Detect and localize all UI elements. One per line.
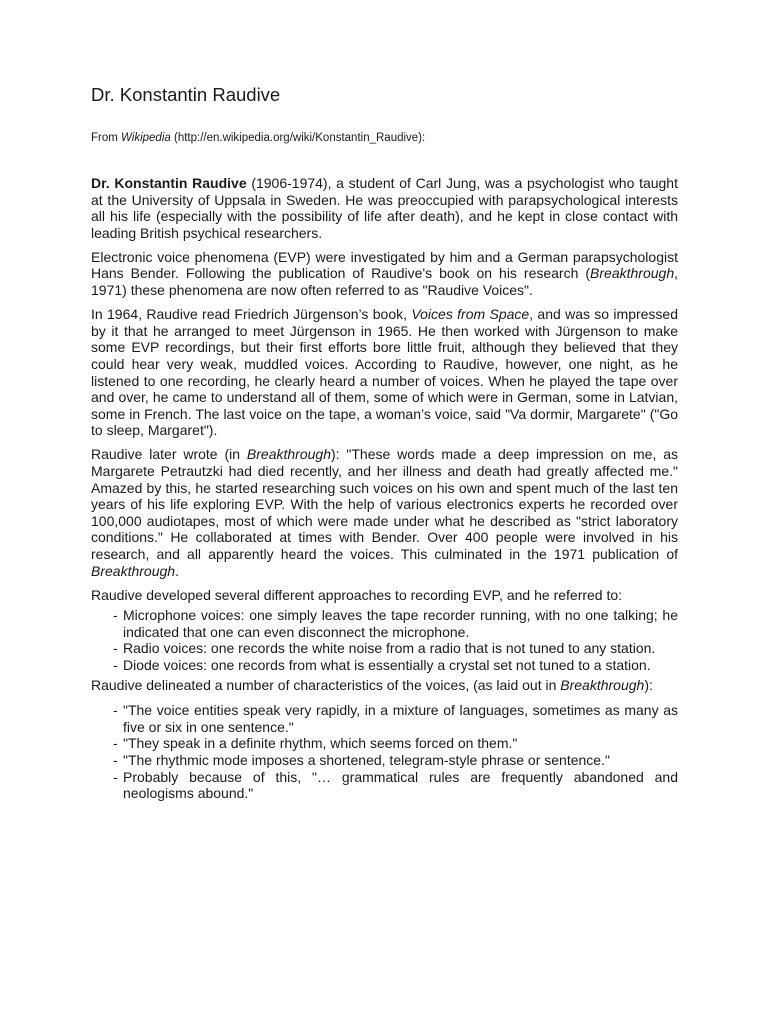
intro-paragraph [91, 175, 678, 241]
book-title: Breakthrough [560, 676, 645, 693]
list-item: - Microphone voices: one simply leaves the tape recorder running, with no one talking; he indicated that one can even disconnect the microphone. [91, 607, 678, 640]
characteristics-text-a: Raudive delineated a number of characteristics of the voices, (as laid out in [91, 676, 561, 693]
jurgenson-paragraph [91, 306, 678, 439]
list-item: - "The rhythmic mode imposes a shortened, telegram-style phrase or sentence." [91, 752, 678, 769]
document-page [91, 82, 678, 805]
source-site: Wikipedia [121, 132, 171, 144]
research-paragraph [91, 446, 678, 579]
approaches-intro: Raudive developed several different approaches to recording EVP, and he referred to: [91, 586, 623, 603]
jurgenson-text-b: , and was so impressed by it that he arranged to meet Jürgenson in 1965. He then worked with Jürgenson to make some EVP recordings, but their first efforts bore little fruit, although they believed that they could hear very weak, muddled voices. According to Raudive, however, one night, as he listened to one recording, he clearly heard a number of voices. When he played the tape over and over, he came to understand all of them, some of which were in German, some in Latvian, some in French. The last voice on the tape, a woman’s voice, said "Va dormir, Margarete" ("Go to sleep, Margaret"). [91, 306, 679, 439]
intro-text: (1906-1974), a student of Carl Jung, was a psychologist who taught at the University of Uppsala in Sweden. He was preoccupied with parapsychological interests all his life (especially with the possibility of life after death), and he kept in close contact with leading British psychical researchers. [91, 175, 678, 241]
subject-name: Dr. Konstantin Raudive [91, 175, 247, 191]
research-text-c: . [175, 562, 179, 579]
list-item: - "The voice entities speak very rapidly, in a mixture of languages, sometimes as many as five or six in one sentence." [91, 702, 678, 735]
characteristics-text-b: ): [644, 676, 653, 693]
source-prefix: From [91, 132, 122, 144]
page-title: Dr. Konstantin Raudive [91, 84, 281, 105]
book-title: Breakthrough [590, 265, 675, 282]
research-text-b: ): "These words made a deep impression on me, as Margarete Petrautzki had died recently, and her illness and death had greatly affected me." Amazed by this, he started researching such voices on his own and spent much of the last ten years of his life exploring EVP. With the help of various electronics experts he recorded over 100,000 audiotapes, most of which were made under what he described as "strict laboratory conditions." He collaborated at times with Bender. Over 400 people were involved in his research, and all apparently heard the voices. This culminated in the 1971 publication of [91, 446, 679, 562]
book-title: Breakthrough [246, 446, 331, 463]
book-title: Voices from Space [411, 306, 530, 323]
evp-paragraph [91, 249, 678, 299]
characteristics-intro [91, 677, 678, 694]
list-item: - Diode voices: one records from what is essentially a crystal set not tuned to a station. [91, 657, 678, 674]
list-item: - Radio voices: one records the white noise from a radio that is not tuned to any station. [91, 640, 678, 657]
source-line [91, 130, 678, 146]
source-url: (http://en.wikipedia.org/wiki/Konstantin_Raudive): [170, 132, 426, 144]
jurgenson-text-a: In 1964, Raudive read Friedrich Jürgenson’s book, [91, 306, 412, 323]
book-title: Breakthrough [91, 562, 176, 579]
list-item: - Probably because of this, "… grammatical rules are frequently abandoned and neologisms abound." [91, 769, 678, 802]
evp-text-b: , 1971) these phenomena are now often referred to as "Raudive Voices". [91, 265, 678, 299]
characteristics-list [91, 702, 678, 802]
approaches-list [91, 607, 678, 673]
evp-text-a: Electronic voice phenomena (EVP) were investigated by him and a German parapsychologist Hans Bender. Following the publication of Raudive's book on his research ( [91, 248, 678, 282]
list-item: - "They speak in a definite rhythm, which seems forced on them." [91, 735, 678, 752]
research-text-a: Raudive later wrote (in [91, 446, 247, 463]
